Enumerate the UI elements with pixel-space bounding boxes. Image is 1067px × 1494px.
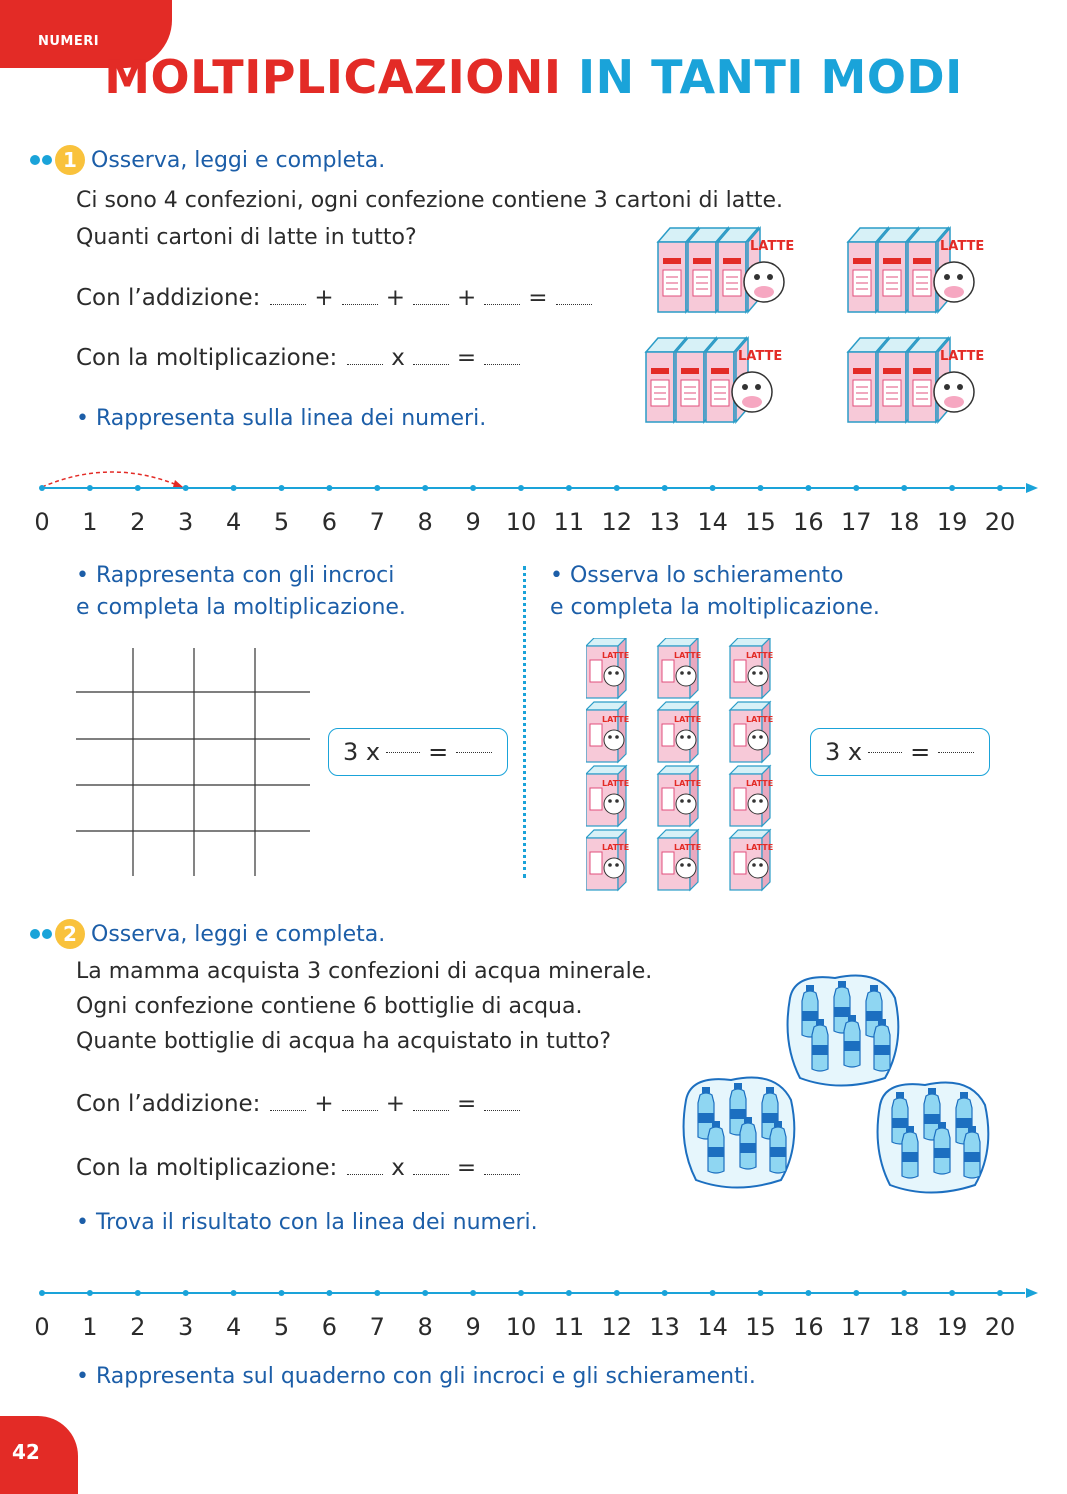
answer-blank[interactable] <box>342 303 378 305</box>
number-line-tick <box>39 1290 45 1296</box>
section-label: NUMERI <box>38 34 100 49</box>
number-line-tick <box>183 485 189 491</box>
number-line-tick <box>326 485 332 491</box>
answer-blank[interactable] <box>556 303 592 305</box>
array-task-line-2: e completa la moltiplicazione. <box>550 595 880 620</box>
answer-blank[interactable] <box>484 1173 520 1175</box>
milk-packs-illustration <box>636 222 1010 434</box>
exercise-1-heading <box>30 145 385 175</box>
number-line-tick <box>901 485 907 491</box>
number-line-label: 10 <box>505 1313 537 1341</box>
number-line-label: 20 <box>984 1313 1016 1341</box>
times-sign: x <box>391 1155 405 1181</box>
crosses-task-line-2: e completa la moltiplicazione. <box>76 595 406 620</box>
number-line-tick <box>231 485 237 491</box>
answer-blank[interactable] <box>270 1109 306 1111</box>
number-line-tick <box>566 485 572 491</box>
number-line-tick <box>231 1290 237 1296</box>
exercise-2-text-2: Ogni confezione contiene 6 bottiglie di acqua. <box>76 994 583 1019</box>
number-line-tick <box>805 485 811 491</box>
answer-blank[interactable] <box>484 303 520 305</box>
number-line-label: 17 <box>841 508 872 536</box>
milk-array-illustration <box>586 638 786 898</box>
number-line-label: 11 <box>553 1313 585 1341</box>
number-line-tick <box>710 1290 716 1296</box>
number-line-label: 7 <box>369 1313 385 1341</box>
number-line-label: 5 <box>273 508 290 536</box>
number-line-label: 16 <box>793 1313 824 1341</box>
number-line-label: 13 <box>649 1313 680 1341</box>
answer-blank[interactable] <box>868 751 902 753</box>
number-line-label: 16 <box>793 508 824 536</box>
difficulty-dots-icon <box>30 155 52 165</box>
number-line-label: 15 <box>745 1313 776 1341</box>
difficulty-dots-icon <box>30 929 52 939</box>
number-line-label: 17 <box>841 1313 872 1341</box>
exercise-number-badge: 2 <box>55 919 85 949</box>
title-part-2: IN TANTI MODI <box>578 50 963 104</box>
crosses-grid[interactable] <box>76 648 316 878</box>
answer-blank[interactable] <box>342 1109 378 1111</box>
number-line-label: 7 <box>369 508 385 536</box>
multiplication-label: Con la moltiplicazione: <box>76 1155 338 1181</box>
number-line-tick <box>997 1290 1003 1296</box>
number-line-label: 20 <box>984 508 1016 536</box>
number-line-tick <box>805 1290 811 1296</box>
number-line-tick <box>374 485 380 491</box>
number-line-label: 4 <box>225 508 242 536</box>
number-line-tick <box>279 1290 285 1296</box>
equals-sign: = <box>528 285 548 311</box>
addition-label: Con l’addizione: <box>76 1091 261 1117</box>
page-number: 42 <box>12 1440 40 1464</box>
times-sign: x <box>391 345 405 371</box>
number-line-tick <box>614 485 620 491</box>
number-line-1-labels <box>0 508 1067 542</box>
box-prefix: 3 x <box>343 738 381 766</box>
number-line-2 <box>0 1272 1067 1312</box>
number-line-label: 13 <box>649 508 680 536</box>
number-line-tick <box>279 485 285 491</box>
answer-blank[interactable] <box>347 1173 383 1175</box>
number-line-tick <box>949 485 955 491</box>
number-line-tick <box>183 1290 189 1296</box>
equals-sign: = <box>428 738 449 766</box>
answer-blank[interactable] <box>270 303 306 305</box>
number-line-label: 18 <box>888 1313 920 1341</box>
plus-sign: + <box>385 1091 405 1117</box>
section-divider <box>523 566 526 878</box>
number-line-tick <box>614 1290 620 1296</box>
number-line-tick <box>853 1290 859 1296</box>
number-line-tick <box>135 485 141 491</box>
number-line-label: 14 <box>697 508 728 536</box>
number-line-label: 19 <box>936 508 968 536</box>
number-line-tick <box>901 1290 907 1296</box>
number-line-label: 14 <box>697 1313 728 1341</box>
answer-blank[interactable] <box>386 751 420 753</box>
multiplication-equation-2 <box>76 1155 524 1181</box>
number-line-tick <box>374 1290 380 1296</box>
array-answer-box <box>810 728 990 776</box>
answer-blank[interactable] <box>484 363 520 365</box>
number-line-label: 8 <box>417 508 433 536</box>
number-line-tick <box>87 485 93 491</box>
number-line-label: 10 <box>505 508 537 536</box>
number-line-label: 6 <box>321 508 338 536</box>
plus-sign: + <box>314 285 334 311</box>
numberline-task-1: • Rappresenta sulla linea dei numeri. <box>76 406 487 431</box>
equals-sign: = <box>456 345 477 371</box>
exercise-2-instruction: Osserva, leggi e completa. <box>91 921 386 947</box>
number-line-label: 0 <box>34 1313 50 1341</box>
number-line-tick <box>518 1290 524 1296</box>
number-line-label: 1 <box>82 1313 98 1341</box>
plus-sign: + <box>385 285 405 311</box>
page-number-tab <box>0 1416 78 1494</box>
number-line-label: 19 <box>936 1313 968 1341</box>
answer-blank[interactable] <box>938 751 974 753</box>
number-line-label: 18 <box>888 508 920 536</box>
number-line-tick <box>470 1290 476 1296</box>
number-line-tick <box>710 485 716 491</box>
number-line-tick <box>662 485 668 491</box>
exercise-2-text-3: Quante bottiglie di acqua ha acquistato in tutto? <box>76 1029 612 1054</box>
number-line-tick <box>422 1290 428 1296</box>
number-line-label: 2 <box>130 1313 146 1341</box>
number-line-tick <box>422 485 428 491</box>
number-line-label: 6 <box>321 1313 338 1341</box>
number-line-tick <box>758 1290 764 1296</box>
number-line-tick <box>518 485 524 491</box>
notebook-task: • Rappresenta sul quaderno con gli incroci e gli schieramenti. <box>76 1364 756 1389</box>
answer-blank[interactable] <box>413 1109 449 1111</box>
plus-sign: + <box>314 1091 334 1117</box>
number-line-1 <box>0 460 1067 510</box>
number-line-tick <box>39 485 45 491</box>
number-line-label: 4 <box>225 1313 242 1341</box>
answer-blank[interactable] <box>413 1173 449 1175</box>
box-prefix: 3 x <box>825 738 863 766</box>
page-title <box>0 50 1067 104</box>
exercise-1-text-1: Ci sono 4 confezioni, ogni confezione contiene 3 cartoni di latte. <box>76 188 783 213</box>
exercise-1-text-2: Quanti cartoni di latte in tutto? <box>76 225 417 250</box>
answer-blank[interactable] <box>456 751 492 753</box>
number-line-tick <box>853 485 859 491</box>
answer-blank[interactable] <box>413 363 449 365</box>
number-line-label: 2 <box>130 508 146 536</box>
number-line-label: 1 <box>82 508 98 536</box>
number-line-tick <box>997 485 1003 491</box>
number-line-tick <box>135 1290 141 1296</box>
title-part-1: MOLTIPLICAZIONI <box>104 50 562 104</box>
plus-sign: + <box>456 285 477 311</box>
number-line-label: 9 <box>465 508 481 536</box>
number-line-2-labels <box>0 1313 1067 1347</box>
number-line-label: 9 <box>465 1313 481 1341</box>
crosses-task-line-1: • Rappresenta con gli incroci <box>76 563 395 588</box>
array-task-line-1: • Osserva lo schieramento <box>550 563 844 588</box>
addition-equation-2 <box>76 1091 524 1117</box>
number-line-tick <box>87 1290 93 1296</box>
number-line-label: 11 <box>553 508 585 536</box>
exercise-number-badge: 1 <box>55 145 85 175</box>
multiplication-label: Con la moltiplicazione: <box>76 345 338 371</box>
equals-sign: = <box>456 1155 477 1181</box>
water-packs-illustration <box>680 965 1010 1205</box>
addition-label: Con l’addizione: <box>76 285 261 311</box>
exercise-2-text-1: La mamma acquista 3 confezioni di acqua minerale. <box>76 959 653 984</box>
numberline-task-2: • Trova il risultato con la linea dei numeri. <box>76 1210 538 1235</box>
number-line-label: 8 <box>417 1313 433 1341</box>
number-line-tick <box>949 1290 955 1296</box>
equals-sign: = <box>910 738 931 766</box>
number-line-tick <box>662 1290 668 1296</box>
number-line-label: 3 <box>178 1313 194 1341</box>
number-line-tick <box>470 485 476 491</box>
number-line-label: 5 <box>273 1313 290 1341</box>
number-line-label: 15 <box>745 508 776 536</box>
number-line-tick <box>326 1290 332 1296</box>
addition-equation-1 <box>76 285 596 311</box>
answer-blank[interactable] <box>484 1109 520 1111</box>
crosses-answer-box <box>328 728 508 776</box>
number-line-tick <box>758 485 764 491</box>
number-line-label: 0 <box>34 508 50 536</box>
multiplication-equation-1 <box>76 345 524 371</box>
answer-blank[interactable] <box>413 303 449 305</box>
answer-blank[interactable] <box>347 363 383 365</box>
equals-sign: = <box>456 1091 477 1117</box>
number-line-label: 12 <box>601 508 633 536</box>
exercise-1-instruction: Osserva, leggi e completa. <box>91 147 386 173</box>
number-line-tick <box>566 1290 572 1296</box>
number-line-label: 3 <box>178 508 194 536</box>
exercise-2-heading <box>30 919 385 949</box>
number-line-label: 12 <box>601 1313 633 1341</box>
